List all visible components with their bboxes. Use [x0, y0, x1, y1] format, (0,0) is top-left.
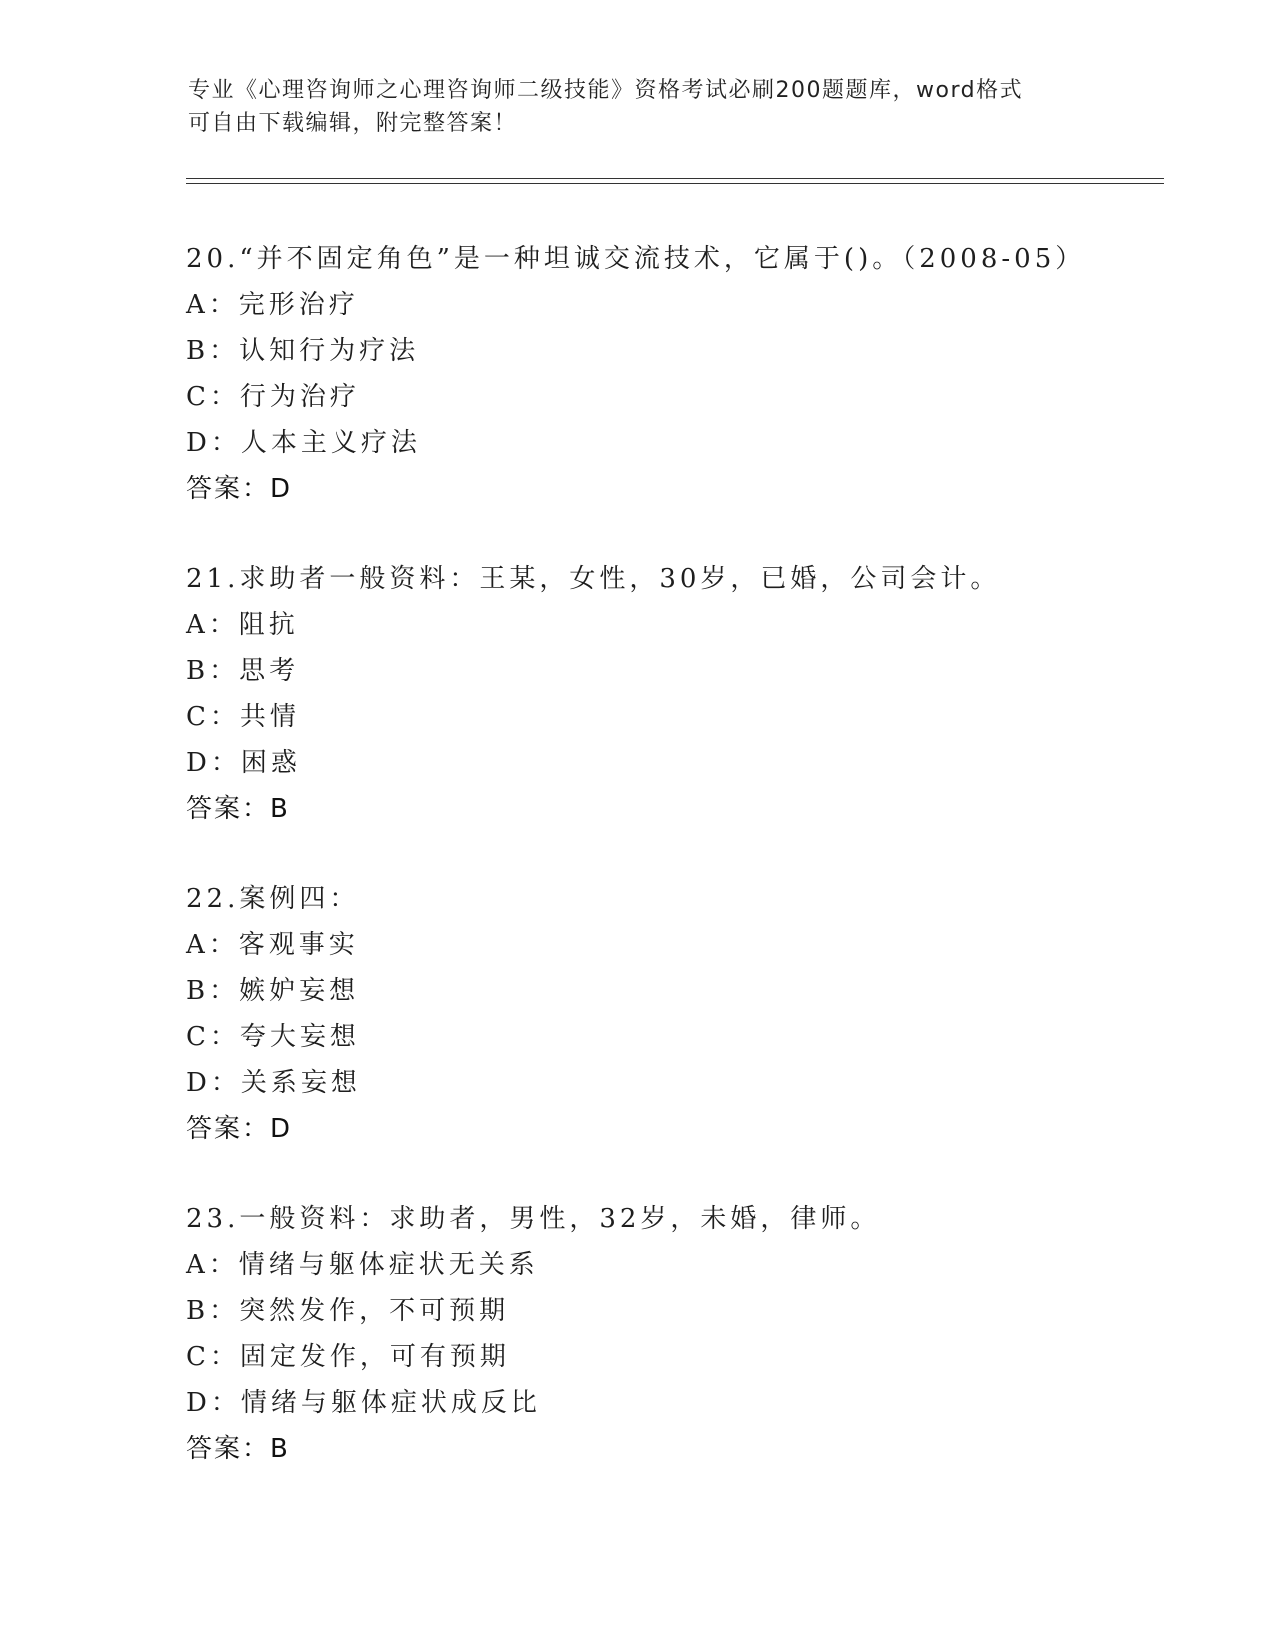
option-c: C：行为治疗	[186, 382, 360, 412]
header-divider-top	[186, 178, 1164, 179]
question-21	[186, 556, 1176, 832]
option-a: A：情绪与躯体症状无关系	[186, 1250, 539, 1280]
option-a: A：完形治疗	[186, 290, 359, 320]
question-22	[186, 876, 1176, 1152]
header-divider-bottom	[186, 183, 1164, 184]
answer: 答案：B	[186, 794, 290, 824]
question-20	[186, 236, 1176, 512]
question-stem: 22.案例四：	[186, 884, 360, 914]
answer: 答案：D	[186, 474, 293, 504]
question-stem: 20.“并不固定角色”是一种坦诚交流技术，它属于()。（2008-05）	[186, 244, 1086, 274]
question-23	[186, 1196, 1176, 1472]
question-stem: 21.求助者一般资料：王某，女性，30岁，已婚，公司会计。	[186, 564, 1001, 594]
answer: 答案：D	[186, 1114, 293, 1144]
header-line-2: 可自由下载编辑，附完整答案！	[188, 111, 518, 136]
option-d: D：情绪与躯体症状成反比	[186, 1388, 541, 1418]
header-line-1: 专业《心理咨询师之心理咨询师二级技能》资格考试必刷200题题库，word格式	[188, 78, 1024, 103]
question-stem: 23.一般资料：求助者，男性，32岁，未婚，律师。	[186, 1204, 881, 1234]
option-b: B：嫉妒妄想	[186, 976, 360, 1006]
option-d: D：困惑	[186, 748, 301, 778]
option-c: C：固定发作，可有预期	[186, 1342, 510, 1372]
option-c: C：夸大妄想	[186, 1022, 360, 1052]
document-header	[188, 74, 1088, 140]
option-b: B：思考	[186, 656, 300, 686]
option-d: D：关系妄想	[186, 1068, 361, 1098]
option-b: B：突然发作，不可预期	[186, 1296, 510, 1326]
answer: 答案：B	[186, 1434, 290, 1464]
option-b: B：认知行为疗法	[186, 336, 420, 366]
option-c: C：共情	[186, 702, 300, 732]
option-a: A：阻抗	[186, 610, 299, 640]
option-d: D：人本主义疗法	[186, 428, 421, 458]
option-a: A：客观事实	[186, 930, 359, 960]
